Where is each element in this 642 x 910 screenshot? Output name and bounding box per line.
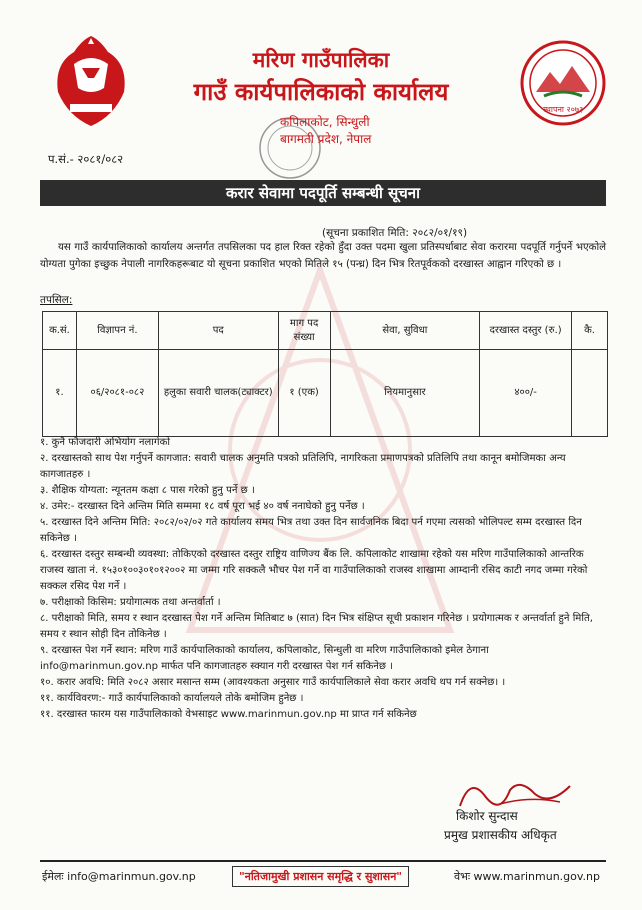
office-name: गाउँ कार्यपालिकाको कार्यालय [193,78,449,106]
cell-benefits: नियमानुसार [330,350,480,437]
table-header-row [43,312,608,350]
notice-title: करार सेवामा पदपूर्ति सम्बन्धी सूचना [40,180,606,206]
signatory-title: प्रमुख प्रशासकीय अधिकृत [444,828,557,842]
office-address [280,114,371,148]
term-item: १०. करार अवधि: मिति २०८२ असार मसान्त सम्म (आवश्यकता अनुसार गाउँ कार्यपालिकाले सेवा करार अवधि थप गर्न सक्नेछ। । [40,677,506,688]
footer-divider [40,860,606,862]
term-item: १. कुनै फौजदारी अभियोग नलागेको [40,437,170,448]
cell-ad-no: ०६/२०८१-०८२ [76,350,158,437]
municipality-name: मरिण गाउँपालिका [252,48,390,72]
reference-number: प.सं.- २०८१/०८२ [48,152,124,166]
seal-year-text: स्थापना २०७३ [542,105,584,114]
term-item: ८. परीक्षाको मिति, समय र स्थान दरखास्त पेश गर्ने अन्तिम मितिबाट ७ (सात) दिन भित्र संक्षिप्त सूची प्रकाशन गरिनेछ । प्रयोगात्मक र अन्तर्वार्ता हुने मिति, समय र स्थान सोही दिन तोकिनेछ । [40,613,593,640]
col-fee: दरखास्त दस्तुर (रु.) [480,312,572,350]
cell-post: हलुका सवारी चालक(ट्याक्टर) [158,350,278,437]
footer-email: ईमेलः info@marinmun.gov.np [42,870,196,883]
footer-slogan: "नतिजामुखी प्रशासन समृद्धि र सुशासन" [232,866,409,887]
term-item: ९. दरखास्त पेश गर्ने स्थान: मरिण गाउँ कार्यपालिकाको कार्यालय, कपिलाकोट, सिन्धुली वा मरिण गाउँपालिकाको इमेल ठेगाना info@marinmun.gov.np मार्फत पनि कागजातहरु स्क्यान गरी दरखास्त पेश गर्न सकिनेछ । [40,645,489,672]
address-line-1: कपिलाकोट, सिन्धुली [280,115,370,129]
term-item: ११. दरखास्त फारम यस गाउँपालिकाको वेभसाइट www.marinmun.gov.np मा प्राप्त गर्न सकिनेछ [40,709,417,720]
address-line-2: बागमती प्रदेश, नेपाल [280,132,372,146]
col-benefits: सेवा, सुविधा [330,312,480,350]
vacancy-table [42,311,608,437]
intro-paragraph: यस गाउँ कार्यपालिकाको कार्यालय अन्तर्गत तपसिलका पद हाल रिक्त रहेको हुँदा उक्त पदमा खुला प्रतिस्पर्धाबाट सेवा करारमा पदपूर्ति गर्नुपर्ने भएकोले योग्यता पुगेका इच्छुक नेपाली नागरिकहरूबाट यो सूचना प्रकाशित भएको मितिले १५ (पन्ध्र) दिन भित्र रितपूर्वकको दरखास्त आह्वान गरिएको छ । [40,242,606,270]
col-sn: क.सं. [43,312,77,350]
term-item: ४. उमेर:- दरखास्त दिने अन्तिम मिति सम्ममा १८ वर्ष पूरा भई ४० वर्ष ननाघेको हुनु पर्नेछ । [40,501,365,512]
terms-list [40,435,606,723]
col-count: माग पद संख्या [278,312,330,350]
cell-fee: ४००/- [480,350,572,437]
cell-sn: १. [43,350,77,437]
col-remarks: कै. [572,312,608,350]
term-item: ७. परीक्षाको किसिम: प्रयोगात्मक तथा अन्तर्वार्ता । [40,597,221,608]
cell-count: १ (एक) [278,350,330,437]
term-item: २. दरखास्तको साथ पेश गर्नुपर्ने कागजात: सवारी चालक अनुमति पत्रको प्रतिलिपि, नागरिकता प्रमाणपत्रको प्रतिलिपि तथा कानून बमोजिमका अन्य कागजातहरु । [40,453,566,480]
cell-remarks [572,350,608,437]
signatory-name: किशोर सुन्दास [456,809,518,823]
schedule-label: तपसिल: [40,294,73,306]
publication-date: (सूचना प्रकाशित मिति: २०८२/०१/१९) [322,227,468,239]
term-item: ३. शैक्षिक योग्यता: न्यूनतम कक्षा ८ पास गरेको हुनु पर्ने छ । [40,485,255,496]
col-post: पद [158,312,278,350]
term-item: ११. कार्यविवरण:- गाउँ कार्यपालिकाको कार्यालयले तोके बमोजिम हुनेछ । [40,693,304,704]
term-item: ६. दरखास्त दस्तुर सम्बन्धी व्यवस्था: तोकिएको दरखास्त दस्तुर राष्ट्रिय वाणिज्य बैंक लि. कपिलाकोट शाखामा रहेको यस मरिण गाउँपालिकाको आन्तरिक राजस्व खाता नं. १५३०१००३०१०१२००२ मा जम्मा गरि सक्कलै भौचर पेश गर्ने वा गाउँपालिकाको राजस्व शाखामा आम्दानी रसिद काटी नगद जम्मा गरेको सक्कल रसिद पेश गर्ने । [40,549,588,592]
col-ad-no: विज्ञापन नं. [76,312,158,350]
footer-website: वेभः www.marinmun.gov.np [453,870,600,883]
table-row [43,350,608,437]
term-item: ५. दरखास्त दिने अन्तिम मिति: २०८२/०२/०२ गते कार्यालय समय भित्र तथा उक्त दिन सार्वजनिक बिदा पर्न गएमा त्यसको भोलिपल्ट सम्म दरखास्त दिन सकिनेछ । [40,517,582,544]
